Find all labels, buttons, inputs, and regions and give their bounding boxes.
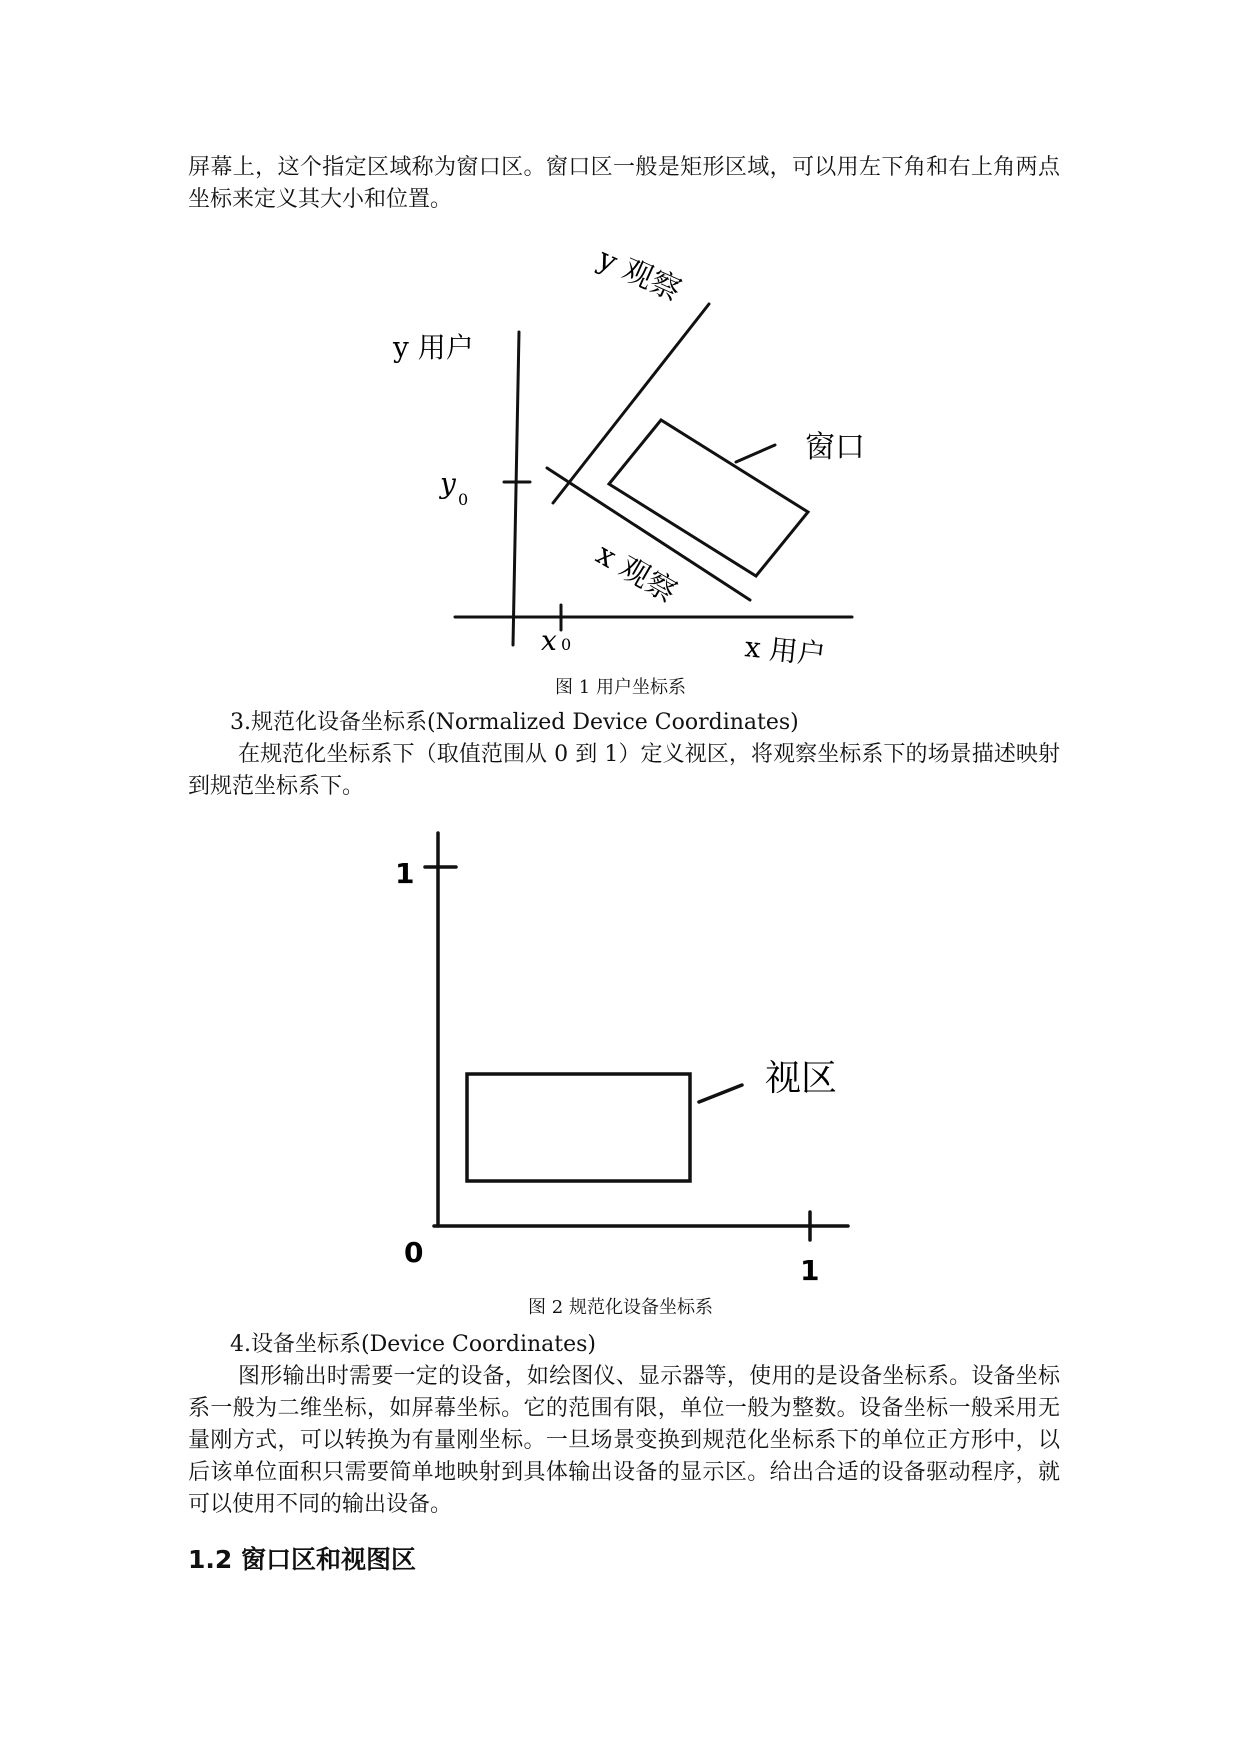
user-y-axis — [513, 332, 519, 645]
ndc-y1-label: 1 — [395, 857, 415, 890]
figure-user-coordinates — [0, 0, 1241, 720]
ndc-origin-label: 0 — [404, 1236, 424, 1269]
item4-heading: 4.设备坐标系(Device Coordinates) — [230, 1332, 597, 1357]
y-user-label: y 用户 — [393, 331, 474, 364]
figure1-caption: 图 1 用户坐标系 — [555, 677, 686, 698]
viewport-rect — [467, 1074, 690, 1181]
item4-body: 图形输出时需要一定的设备，如绘图仪、显示器等，使用的是设备坐标系。设备坐标系一般为二维坐标，如屏幕坐标。它的范围有限，单位一般为整数。设备坐标一般采用无量刚方式，可以转换为有量刚坐标。一旦场景变换到规范化坐标系下的单位正方形中，以后该单位面积只需要简单地映射到具体输出设备的显示区。给出合适的设备驱动程序，就可以使用不同的输出设备。 — [188, 1364, 1060, 1517]
figure2-caption: 图 2 规范化设备坐标系 — [528, 1297, 713, 1318]
y-view-label: y 观察 — [592, 241, 686, 309]
x0-subscript: 0 — [561, 635, 572, 654]
view-y-axis — [553, 304, 709, 503]
window-label: 窗口 — [805, 430, 865, 465]
x0-label: x — [541, 624, 557, 657]
y0-subscript: 0 — [458, 490, 469, 509]
window-leader — [736, 445, 775, 462]
ndc-x1-label: 1 — [800, 1254, 820, 1287]
window-rect — [609, 420, 808, 576]
x-user-label: x 用户 — [743, 630, 827, 672]
item3-body: 在规范化坐标系下（取值范围从 0 到 1）定义视区，将观察坐标系下的场景描述映射到规范坐标系下。 — [188, 742, 1060, 799]
figure-normalized-coordinates — [0, 800, 1241, 1300]
intro-paragraph: 屏幕上，这个指定区域称为窗口区。窗口区一般是矩形区域，可以用左下角和右上角两点坐标来定义其大小和位置。 — [188, 155, 1060, 212]
y0-label: y — [440, 467, 456, 500]
section-heading: 1.2 窗口区和视图区 — [188, 1545, 416, 1574]
item3-heading: 3.规范化设备坐标系(Normalized Device Coordinates) — [230, 710, 799, 735]
viewport-leader — [699, 1085, 742, 1102]
x-view-label: x 观察 — [590, 536, 683, 611]
viewport-label: 视区 — [765, 1058, 838, 1099]
